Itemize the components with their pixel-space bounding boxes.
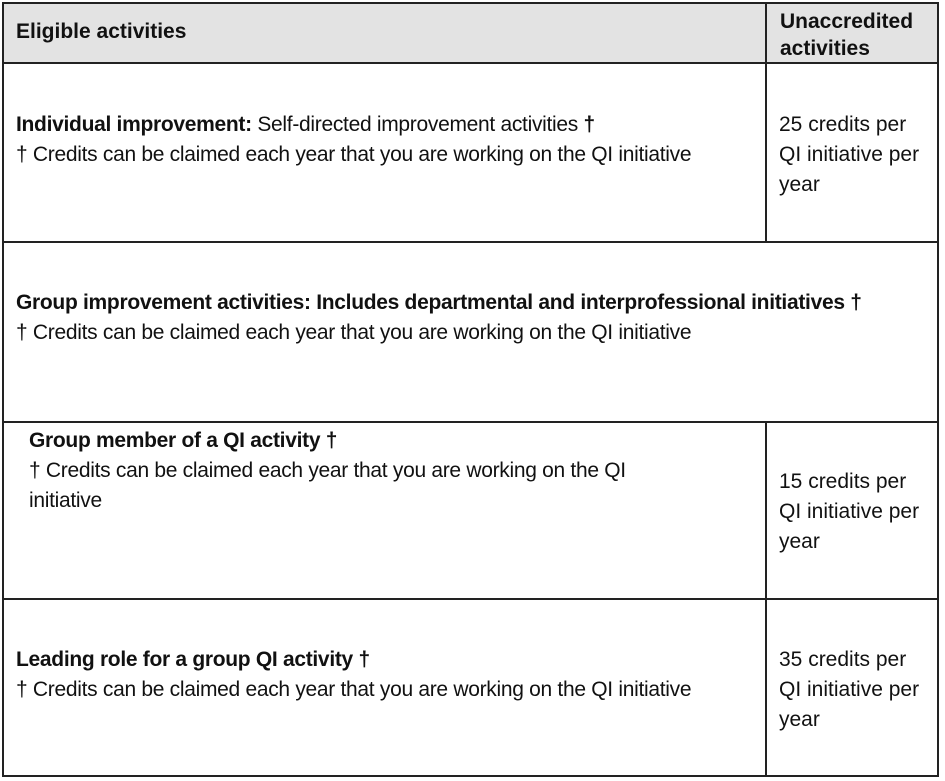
table-header: [4, 4, 937, 64]
credits-table: [2, 2, 939, 777]
row-title: Leading role for a group QI activity †: [16, 648, 370, 671]
credit-value: 15 credits per QI initiative per year: [779, 470, 920, 553]
row-title-bold: Individual improvement:: [16, 113, 252, 136]
credit-value: 25 credits per QI initiative per year: [779, 113, 920, 196]
column-divider: [765, 421, 767, 777]
row-title-rest: Self-directed improvement activities: [251, 113, 579, 136]
row-note: † Credits can be claimed each year that you are working on the QI initiative: [29, 459, 626, 512]
divider: [4, 598, 937, 600]
credit-value: 35 credits per QI initiative per year: [779, 648, 920, 731]
header-unaccredited-activities: Unaccredited activities: [780, 10, 914, 60]
row-title: Group improvement activities: Includes departmental and interprofessional initiatives †: [16, 291, 862, 314]
row-title: Group member of a QI activity †: [29, 429, 338, 452]
divider: [4, 241, 937, 243]
divider: [4, 421, 937, 423]
row-group-member: [29, 426, 629, 516]
dagger-mark: †: [578, 113, 595, 136]
row-note: † Credits can be claimed each year that you are working on the QI initiative: [16, 321, 692, 344]
row-note: † Credits can be claimed each year that you are working on the QI initiative: [16, 678, 692, 701]
row-leading-role: [16, 645, 746, 705]
row-title: [16, 110, 746, 140]
header-eligible-activities: Eligible activities: [16, 20, 187, 43]
row-individual-improvement: [16, 110, 746, 170]
divider: [4, 62, 937, 64]
row-note: † Credits can be claimed each year that you are working on the QI initiative: [16, 143, 692, 166]
column-divider: [765, 4, 767, 243]
row-group-improvement: [16, 288, 916, 348]
